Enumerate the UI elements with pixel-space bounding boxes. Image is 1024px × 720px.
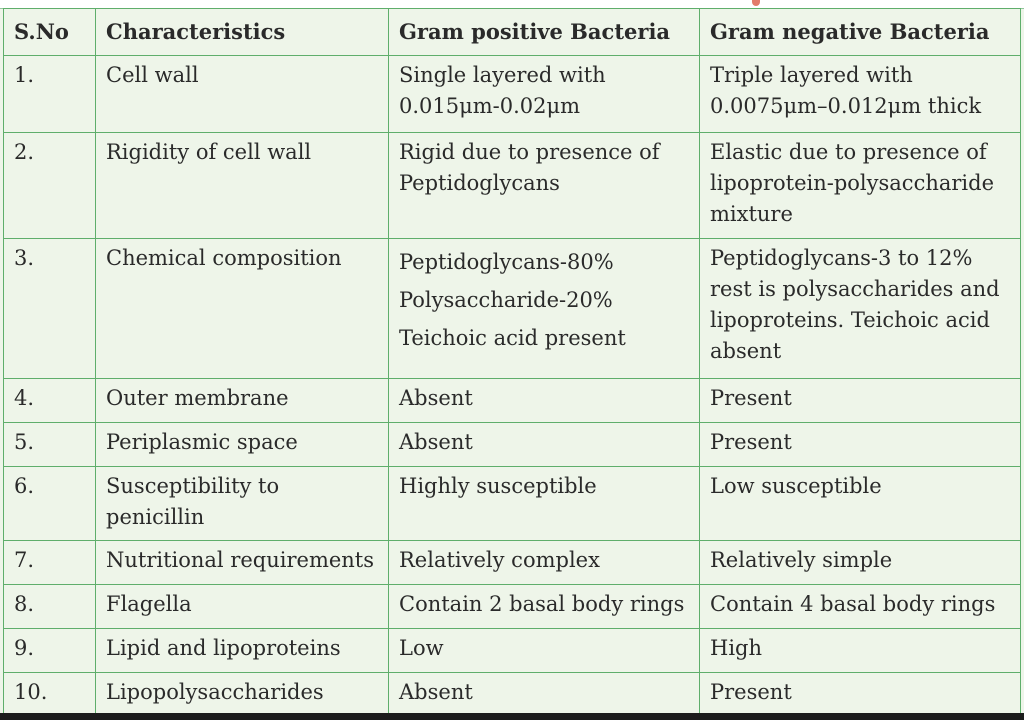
cell-line: Present [710, 680, 792, 704]
cell-characteristic: Lipid and lipoproteins [96, 629, 389, 673]
cell-characteristic: Flagella [96, 585, 389, 629]
table-row [4, 585, 1021, 629]
header-row [4, 9, 1021, 56]
cell-line: Rigid due to presence of [399, 140, 660, 164]
cell-line: Contain 2 basal body rings [399, 592, 685, 616]
cell-characteristic: Periplasmic space [96, 423, 389, 467]
cell-gram-negative [700, 467, 1021, 541]
cell-line: Low [399, 636, 444, 660]
cell-line: lipoprotein-polysaccharide [710, 171, 995, 195]
cell-line: 0.015μm-0.02μm [399, 94, 581, 118]
cell-line: lipoproteins. Teichoic acid [710, 308, 990, 332]
header-characteristics: Characteristics [96, 9, 389, 56]
cell-sno: 9. [4, 629, 96, 673]
table-row [4, 673, 1021, 717]
cell-gram-positive [389, 379, 700, 423]
cell-characteristic: Cell wall [96, 56, 389, 133]
cell-line: Peptidoglycans [399, 171, 560, 195]
cell-line: High [710, 636, 762, 660]
bottom-rule [0, 713, 1024, 720]
cell-gram-negative [700, 133, 1021, 239]
cell-line: mixture [710, 202, 793, 226]
cell-line: absent [710, 339, 782, 363]
cell-gram-positive [389, 56, 700, 133]
cell-gram-negative [700, 585, 1021, 629]
table-row [4, 541, 1021, 585]
cell-gram-positive [389, 467, 700, 541]
cell-gram-negative [700, 239, 1021, 379]
cell-sno: 8. [4, 585, 96, 629]
cell-gram-negative [700, 673, 1021, 717]
table-row [4, 56, 1021, 133]
cell-sno: 3. [4, 239, 96, 379]
cell-line: Single layered with [399, 63, 606, 87]
cell-sno: 7. [4, 541, 96, 585]
cell-line: Contain 4 basal body rings [710, 592, 996, 616]
cell-characteristic: Outer membrane [96, 379, 389, 423]
cell-characteristic: Rigidity of cell wall [96, 133, 389, 239]
comparison-table [3, 8, 1021, 717]
cell-sno: 4. [4, 379, 96, 423]
cell-sno: 6. [4, 467, 96, 541]
cell-line: Relatively complex [399, 548, 600, 572]
cell-line: Absent [399, 386, 473, 410]
cell-line: Elastic due to presence of [710, 140, 987, 164]
cell-characteristic: Lipopolysaccharides [96, 673, 389, 717]
cell-sno: 10. [4, 673, 96, 717]
table-row [4, 379, 1021, 423]
table-row [4, 239, 1021, 379]
cell-line: Absent [399, 680, 473, 704]
table-row [4, 133, 1021, 239]
cell-line: Peptidoglycans-3 to 12% [710, 246, 973, 270]
cell-line: Teichoic acid present [399, 326, 626, 350]
cell-gram-positive [389, 585, 700, 629]
table-body [4, 56, 1021, 717]
cell-gram-negative [700, 56, 1021, 133]
cell-gram-positive [389, 629, 700, 673]
cell-characteristic: Nutritional requirements [96, 541, 389, 585]
cell-line: Absent [399, 430, 473, 454]
cell-gram-positive [389, 133, 700, 239]
cell-line: 0.0075μm–0.012μm thick [710, 94, 982, 118]
cell-line: Low susceptible [710, 474, 882, 498]
cell-line: Triple layered with [710, 63, 913, 87]
cell-gram-positive [389, 541, 700, 585]
header-gram-negative: Gram negative Bacteria [700, 9, 1021, 56]
cell-line: Polysaccharide-20% [399, 288, 613, 312]
cell-gram-negative [700, 629, 1021, 673]
table-header [4, 9, 1021, 56]
header-gram-positive: Gram positive Bacteria [389, 9, 700, 56]
cell-gram-negative [700, 423, 1021, 467]
cell-line: rest is polysaccharides and [710, 277, 1000, 301]
cell-line: Present [710, 386, 792, 410]
cell-line: Highly susceptible [399, 474, 597, 498]
cell-line: Peptidoglycans-80% [399, 250, 614, 274]
cell-gram-positive [389, 423, 700, 467]
cell-sno: 1. [4, 56, 96, 133]
table-row [4, 423, 1021, 467]
cell-sno: 5. [4, 423, 96, 467]
table-row [4, 467, 1021, 541]
cell-gram-positive [389, 239, 700, 379]
cell-sno: 2. [4, 133, 96, 239]
header-sno: S.No [4, 9, 96, 56]
cell-gram-negative [700, 541, 1021, 585]
cell-characteristic: Susceptibility to penicillin [96, 467, 389, 541]
table-row [4, 629, 1021, 673]
cell-gram-negative [700, 379, 1021, 423]
cell-characteristic: Chemical composition [96, 239, 389, 379]
cell-line: Relatively simple [710, 548, 893, 572]
cell-line: Present [710, 430, 792, 454]
cell-gram-positive [389, 673, 700, 717]
